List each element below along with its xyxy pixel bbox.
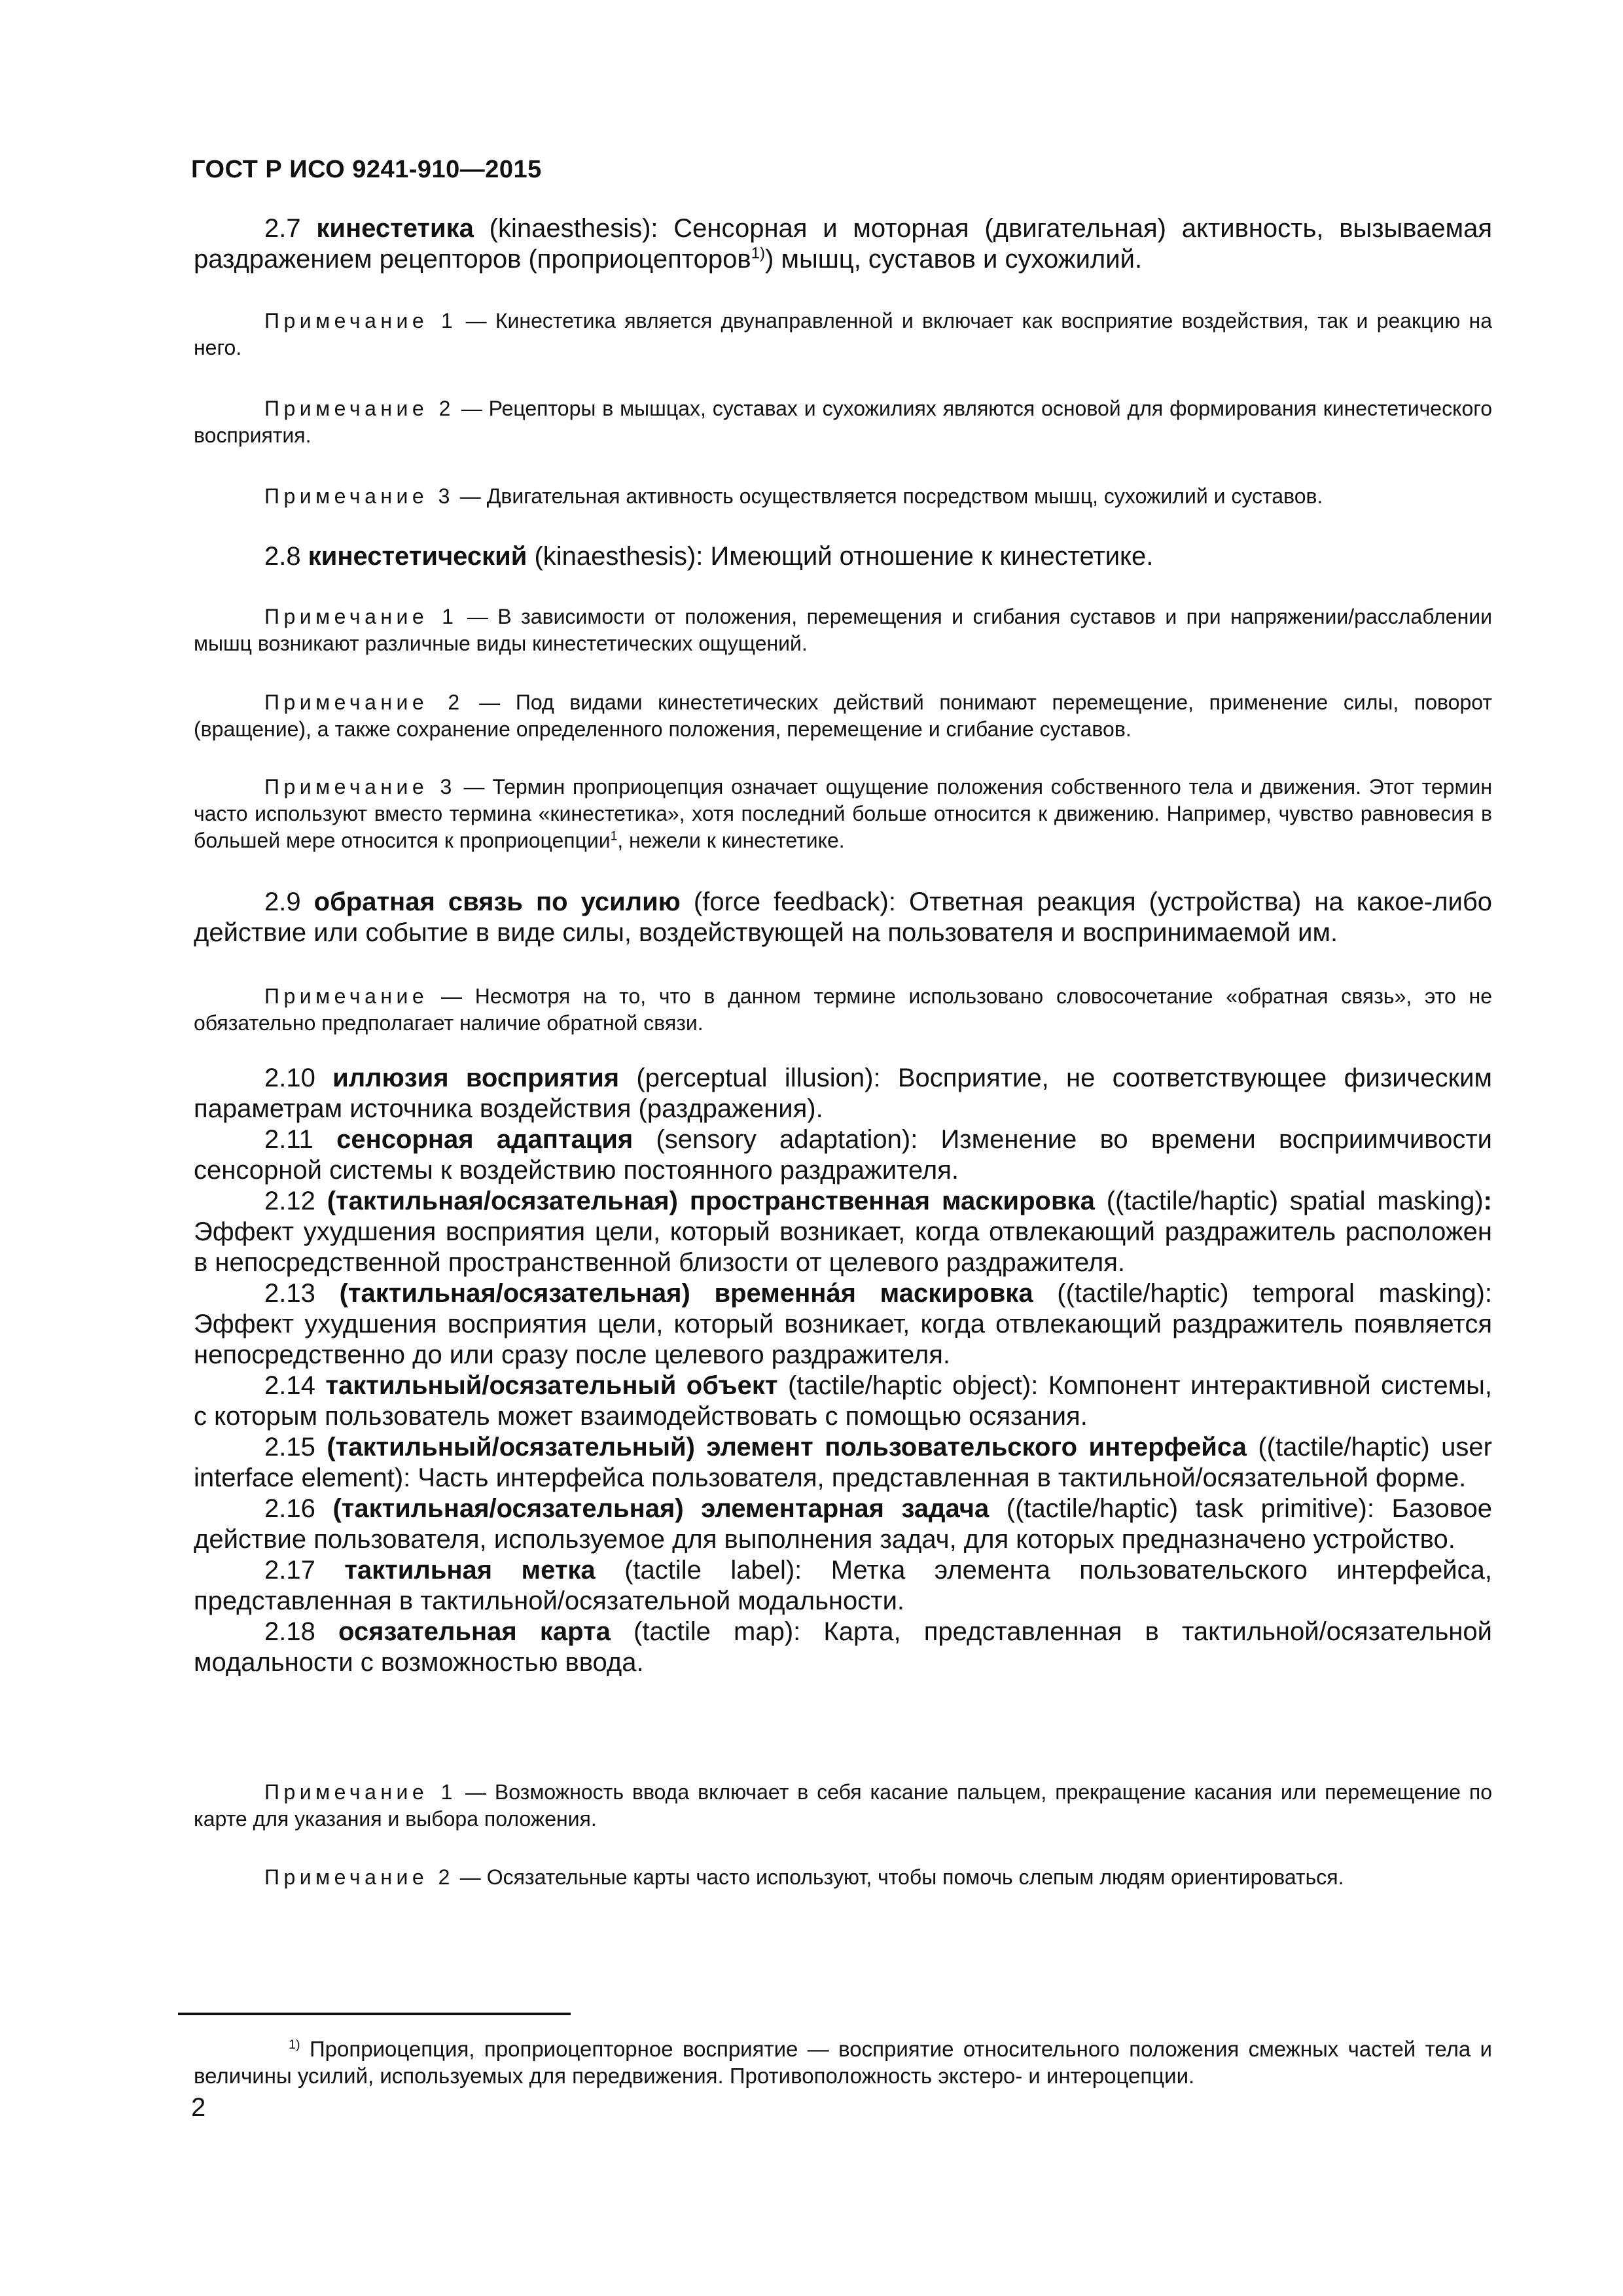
note-label: Примечание 2 [264,397,455,420]
term-definition: (force feedback): Ответная реакция (устройства) на какое-либо действие или событие в виде силы, воздействующей на пользователя и воспринимаемой им. [194,888,1492,947]
term-definition: (kinaesthesis): Имеющий отношение к кинестетике. [527,542,1154,571]
term-number: 2.16 [264,1494,315,1523]
term-number: 2.11 [264,1125,313,1154]
note-text: — Несмотря на то, что в данном термине использовано словосочетание «обратная связь», это не обязательно предполагает наличие обратной связи. [194,984,1492,1035]
note-label: Примечание 3 [264,484,454,508]
term-number: 2.17 [264,1556,315,1585]
term-definition-end: ) мышц, суставов и сухожилий. [765,245,1143,274]
term-2-13 [194,1278,1492,1371]
footnote-separator [178,2013,571,2015]
term-name: тактильная метка [344,1556,596,1585]
note-2-7-3 [194,483,1492,510]
term-2-17 [194,1555,1492,1617]
term-number: 2.10 [264,1064,315,1092]
term-2-7 [194,213,1492,275]
term-definition: (kinaesthesis): Сенсорная и моторная (двигательная) активность, вызываемая раздражением рецепторов (проприоцепторов [194,214,1492,274]
term-number: 2.7 [264,214,301,243]
note-label: Примечание [264,984,429,1008]
note-2-8-1 [194,603,1492,657]
term-2-14 [194,1371,1492,1432]
term-name: (тактильный/осязательный) элемент пользовательского интерфейса [327,1433,1247,1462]
term-name: кинестетика [316,214,474,243]
note-2-18-1 [194,1779,1492,1833]
footnote-ref: 1) [751,244,766,262]
footnote-ref: 1 [610,829,618,844]
term-definition: (tactile/haptic object): Компонент интерактивной системы, с которым пользователь может взаимодействовать с помощью осязания. [194,1371,1493,1431]
term-name: осязательная карта [338,1617,611,1646]
note-text: — Рецепторы в мышцах, суставах и сухожилиях являются основой для формирования кинестетического восприятия. [194,397,1493,447]
term-2-16 [194,1494,1492,1555]
term-definition: (sensory adaptation): Изменение во времени восприимчивости сенсорной системы к воздействию постоянного раздражителя. [194,1125,1492,1185]
term-definition: ((tactile/haptic) task primitive): Базовое действие пользователя, используемое для выполнения задач, для которых предназначено устройство. [194,1494,1492,1554]
term-colon: : [1483,1187,1492,1215]
term-name: кинестетический [308,542,527,571]
term-2-18 [194,1617,1492,1678]
note-2-8-3 [194,774,1492,854]
term-name: (тактильная/осязательная) пространственная маскировка [327,1187,1095,1215]
term-number: 2.18 [264,1617,315,1646]
term-number: 2.13 [264,1279,315,1308]
note-label: Примечание 1 [264,1780,457,1804]
term-definition: (tactile map): Карта, представленная в тактильной/осязательной модальности с возможностью ввода. [194,1617,1492,1677]
term-definition: ((tactile/haptic) spatial masking) [1094,1187,1484,1215]
note-2-9 [194,983,1492,1037]
term-2-11 [194,1124,1492,1186]
term-number: 2.9 [264,888,301,916]
term-2-12 [194,1186,1492,1278]
term-number: 2.15 [264,1433,315,1462]
note-text-end: , нежели к кинестетике. [617,829,845,852]
term-definition: (tactile label): Метка элемента пользовательского интерфейса, представленная в тактильной/осязательной модальности. [194,1556,1492,1615]
note-text: — Осязательные карты часто используют, чтобы помочь слепым людям ориентироваться. [454,1865,1344,1889]
term-name: обратная связь по усилию [313,888,681,916]
term-2-15 [194,1432,1492,1494]
note-2-18-2 [194,1864,1492,1891]
term-name: тактильный/осязательный объект [325,1371,778,1400]
page-number: 2 [191,2093,206,2122]
term-2-10 [194,1063,1492,1124]
note-text: — Кинестетика является двунаправленной и включает как восприятие воздействия, так и реакцию на него. [194,309,1493,359]
term-name: сенсорная адаптация [336,1125,633,1154]
term-number: 2.8 [264,542,301,571]
term-definition-end: Эффект ухудшения восприятия цели, который возникает, когда отвлекающий раздражитель расположен в непосредственной пространственной близости от целевого раздражителя. [194,1217,1492,1277]
note-text: — В зависимости от положения, перемещения и сгибания суставов и при напряжении/расслаблении мышц возникают различные виды кинестетических ощущений. [194,605,1493,655]
footnote [194,2036,1492,2089]
term-definition: ((tactile/haptic) temporal masking): Эффект ухудшения восприятия цели, который возникает, когда отвлекающий раздражитель появляется непосредственно до или сразу после целевого раздражителя. [194,1279,1492,1369]
terms-block [194,1063,1492,1678]
term-2-9 [194,887,1492,948]
note-label: Примечание 1 [264,309,457,332]
term-definition: (perceptual illusion): Восприятие, не соответствующее физическим параметрам источника воздействия (раздражения). [194,1064,1492,1123]
term-name: (тактильная/осязательная) элементарная задача [332,1494,990,1523]
footnote-marker: 1) [289,2037,300,2052]
note-label: Примечание 2 [264,691,464,714]
note-text: — Термин проприоцепция означает ощущение положения собственного тела и движения. Этот термин часто используют вместо термина «кинестетика», хотя последний больше относится к движению. Например, чувство равновесия в большей мере относится к проприоцепции [194,775,1492,852]
document-header: ГОСТ Р ИСО 9241-910—2015 [191,156,542,183]
note-2-7-1 [194,308,1492,361]
note-label: Примечание 3 [264,775,456,798]
footnote-text: Проприоцепция, проприоцепторное восприятие — восприятие относительного положения смежных частей тела и величины усилий, используемых для передвижения. Противоположность экстеро- и интероцепции. [194,2037,1492,2088]
term-number: 2.14 [264,1371,315,1400]
term-name: (тактильная/осязательная) временна́я маскировка [339,1279,1033,1308]
term-2-8 [194,541,1492,572]
term-number: 2.12 [264,1187,315,1215]
note-2-7-2 [194,395,1492,449]
note-text: — Возможность ввода включает в себя касание пальцем, прекращение касания или перемещение по карте для указания и выбора положения. [194,1780,1493,1831]
term-definition: ((tactile/haptic) user interface element): Часть интерфейса пользователя, представленная в тактильной/осязательной форме. [194,1433,1492,1492]
note-label: Примечание 2 [264,1865,454,1889]
note-text: — Двигательная активность осуществляется посредством мышц, сухожилий и суставов. [454,484,1323,508]
note-text: — Под видами кинестетических действий понимают перемещение, применение силы, поворот (вращение), а также сохранение определенного положения, перемещение и сгибание суставов. [194,691,1493,741]
note-label: Примечание 1 [264,605,458,628]
term-name: иллюзия восприятия [332,1064,620,1092]
note-2-8-2 [194,689,1492,743]
